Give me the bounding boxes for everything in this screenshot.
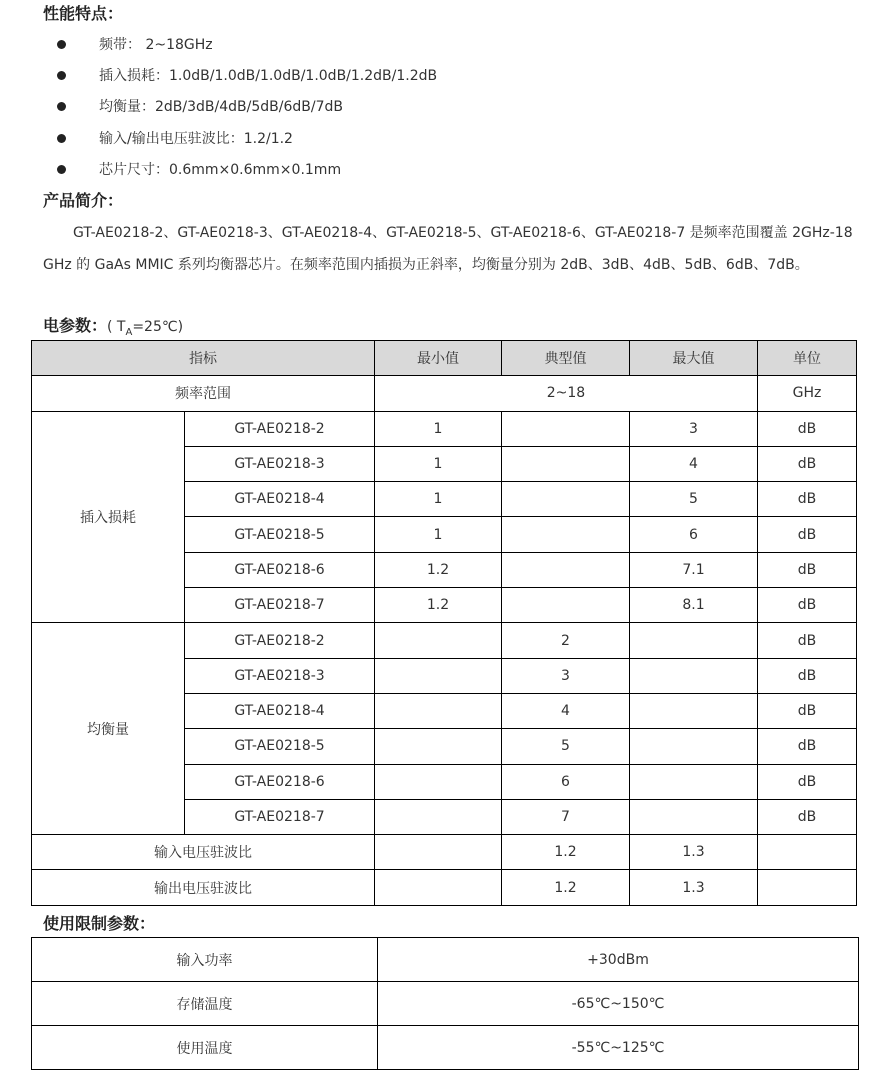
unit-cell: dB bbox=[758, 588, 857, 623]
max-cell bbox=[630, 623, 758, 658]
electrical-params-table bbox=[31, 340, 857, 906]
model-cell: GT-AE0218-6 bbox=[185, 764, 375, 799]
param-value: 2~18 bbox=[375, 376, 758, 411]
unit-cell bbox=[758, 870, 857, 905]
limits-heading: 使用限制参数： bbox=[43, 914, 156, 933]
table-row bbox=[32, 376, 857, 411]
unit-cell: dB bbox=[758, 764, 857, 799]
table-row bbox=[32, 835, 857, 870]
param-label: 输出电压驻波比 bbox=[32, 870, 375, 905]
max-cell: 1.3 bbox=[630, 835, 758, 870]
typ-cell bbox=[502, 411, 630, 446]
unit-cell: dB bbox=[758, 693, 857, 728]
param-unit: GHz bbox=[758, 376, 857, 411]
header-cell: 典型值 bbox=[502, 341, 630, 376]
feature-item bbox=[55, 126, 437, 157]
min-cell bbox=[375, 870, 502, 905]
max-cell bbox=[630, 693, 758, 728]
param-label: 输入电压驻波比 bbox=[32, 835, 375, 870]
typ-cell bbox=[502, 446, 630, 481]
limit-value: +30dBm bbox=[378, 938, 859, 982]
intro-paragraph: GT-AE0218-2、GT-AE0218-3、GT-AE0218-4、GT-AE0218-5、GT-AE0218-6、GT-AE0218-7 是频率范围覆盖 2GHz-18GHz 的 GaAs MMIC 系列均衡器芯片。在频率范围内插损为正斜率，均衡量分别为 2dB、3dB、4dB、5dB、6dB、7dB。 bbox=[43, 225, 853, 273]
min-cell bbox=[375, 835, 502, 870]
model-cell: GT-AE0218-3 bbox=[185, 446, 375, 481]
typ-cell bbox=[502, 517, 630, 552]
param-label: 频率范围 bbox=[32, 376, 375, 411]
unit-cell: dB bbox=[758, 658, 857, 693]
header-cell: 指标 bbox=[32, 341, 375, 376]
unit-cell: dB bbox=[758, 623, 857, 658]
min-cell bbox=[375, 799, 502, 834]
typ-cell: 5 bbox=[502, 729, 630, 764]
min-cell: 1 bbox=[375, 517, 502, 552]
max-cell bbox=[630, 729, 758, 764]
unit-cell: dB bbox=[758, 446, 857, 481]
table-header-row bbox=[32, 341, 857, 376]
limit-label: 输入功率 bbox=[32, 938, 378, 982]
model-cell: GT-AE0218-4 bbox=[185, 482, 375, 517]
model-cell: GT-AE0218-7 bbox=[185, 588, 375, 623]
max-cell bbox=[630, 658, 758, 693]
header-cell: 单位 bbox=[758, 341, 857, 376]
min-cell: 1 bbox=[375, 482, 502, 517]
header-cell: 最大值 bbox=[630, 341, 758, 376]
unit-cell: dB bbox=[758, 411, 857, 446]
bullet-dot-icon bbox=[57, 165, 66, 174]
typ-cell: 3 bbox=[502, 658, 630, 693]
max-cell: 8.1 bbox=[630, 588, 758, 623]
min-cell bbox=[375, 764, 502, 799]
typ-cell: 1.2 bbox=[502, 835, 630, 870]
test-condition: ( $T_A=25℃$) bbox=[107, 319, 184, 338]
max-cell: 1.3 bbox=[630, 870, 758, 905]
model-cell: GT-AE0218-4 bbox=[185, 693, 375, 728]
max-cell: 7.1 bbox=[630, 552, 758, 587]
model-cell: GT-AE0218-2 bbox=[185, 411, 375, 446]
feature-text: 插入损耗：1.0dB/1.0dB/1.0dB/1.0dB/1.2dB/1.2dB bbox=[99, 68, 438, 85]
unit-cell: dB bbox=[758, 517, 857, 552]
table-row bbox=[32, 1026, 859, 1070]
typ-cell: 1.2 bbox=[502, 870, 630, 905]
model-cell: GT-AE0218-7 bbox=[185, 799, 375, 834]
bullet-dot-icon bbox=[57, 134, 66, 143]
feature-item bbox=[55, 32, 437, 63]
typ-cell: 2 bbox=[502, 623, 630, 658]
typ-cell: 7 bbox=[502, 799, 630, 834]
table-row bbox=[32, 411, 857, 446]
intro-heading: 产品简介： bbox=[43, 191, 124, 210]
typ-cell: 6 bbox=[502, 764, 630, 799]
limit-label: 使用温度 bbox=[32, 1026, 378, 1070]
model-cell: GT-AE0218-3 bbox=[185, 658, 375, 693]
min-cell: 1 bbox=[375, 446, 502, 481]
table-row bbox=[32, 982, 859, 1026]
unit-cell: dB bbox=[758, 552, 857, 587]
table-row bbox=[32, 938, 859, 982]
feature-text: 均衡量：2dB/3dB/4dB/5dB/6dB/7dB bbox=[99, 99, 343, 116]
typ-cell bbox=[502, 552, 630, 587]
bullet-dot-icon bbox=[57, 40, 66, 49]
feature-item bbox=[55, 94, 437, 125]
min-cell bbox=[375, 729, 502, 764]
min-cell bbox=[375, 693, 502, 728]
model-cell: GT-AE0218-5 bbox=[185, 517, 375, 552]
model-cell: GT-AE0218-2 bbox=[185, 623, 375, 658]
unit-cell: dB bbox=[758, 729, 857, 764]
unit-cell: dB bbox=[758, 482, 857, 517]
table-row bbox=[32, 870, 857, 905]
table-row bbox=[32, 623, 857, 658]
feature-text: 频带： 2~18GHz bbox=[99, 37, 213, 53]
max-cell: 6 bbox=[630, 517, 758, 552]
bullet-dot-icon bbox=[57, 71, 66, 80]
min-cell: 1 bbox=[375, 411, 502, 446]
min-cell: 1.2 bbox=[375, 552, 502, 587]
features-heading: 性能特点： bbox=[43, 4, 124, 23]
max-cell: 4 bbox=[630, 446, 758, 481]
header-cell: 最小值 bbox=[375, 341, 502, 376]
model-cell: GT-AE0218-6 bbox=[185, 552, 375, 587]
typ-cell: 4 bbox=[502, 693, 630, 728]
unit-cell bbox=[758, 835, 857, 870]
limit-value: -55℃~125℃ bbox=[378, 1026, 859, 1070]
feature-item bbox=[55, 63, 437, 94]
typ-cell bbox=[502, 482, 630, 517]
min-cell bbox=[375, 623, 502, 658]
typ-cell bbox=[502, 588, 630, 623]
feature-text: 输入/输出电压驻波比：1.2/1.2 bbox=[99, 130, 293, 147]
max-cell: 5 bbox=[630, 482, 758, 517]
min-cell: 1.2 bbox=[375, 588, 502, 623]
max-cell: 3 bbox=[630, 411, 758, 446]
features-list bbox=[55, 32, 437, 188]
limit-label: 存储温度 bbox=[32, 982, 378, 1026]
unit-cell: dB bbox=[758, 799, 857, 834]
electrical-heading bbox=[43, 316, 183, 343]
group-label: 均衡量 bbox=[32, 623, 185, 835]
limit-value: -65℃~150℃ bbox=[378, 982, 859, 1026]
model-cell: GT-AE0218-5 bbox=[185, 729, 375, 764]
max-cell bbox=[630, 799, 758, 834]
electrical-heading-text: 电参数： bbox=[43, 316, 108, 335]
limits-table bbox=[31, 937, 859, 1070]
min-cell bbox=[375, 658, 502, 693]
max-cell bbox=[630, 764, 758, 799]
feature-item bbox=[55, 157, 437, 188]
feature-text: 芯片尺寸：0.6mm×0.6mm×0.1mm bbox=[99, 161, 342, 178]
bullet-dot-icon bbox=[57, 102, 66, 111]
group-label: 插入损耗 bbox=[32, 411, 185, 623]
